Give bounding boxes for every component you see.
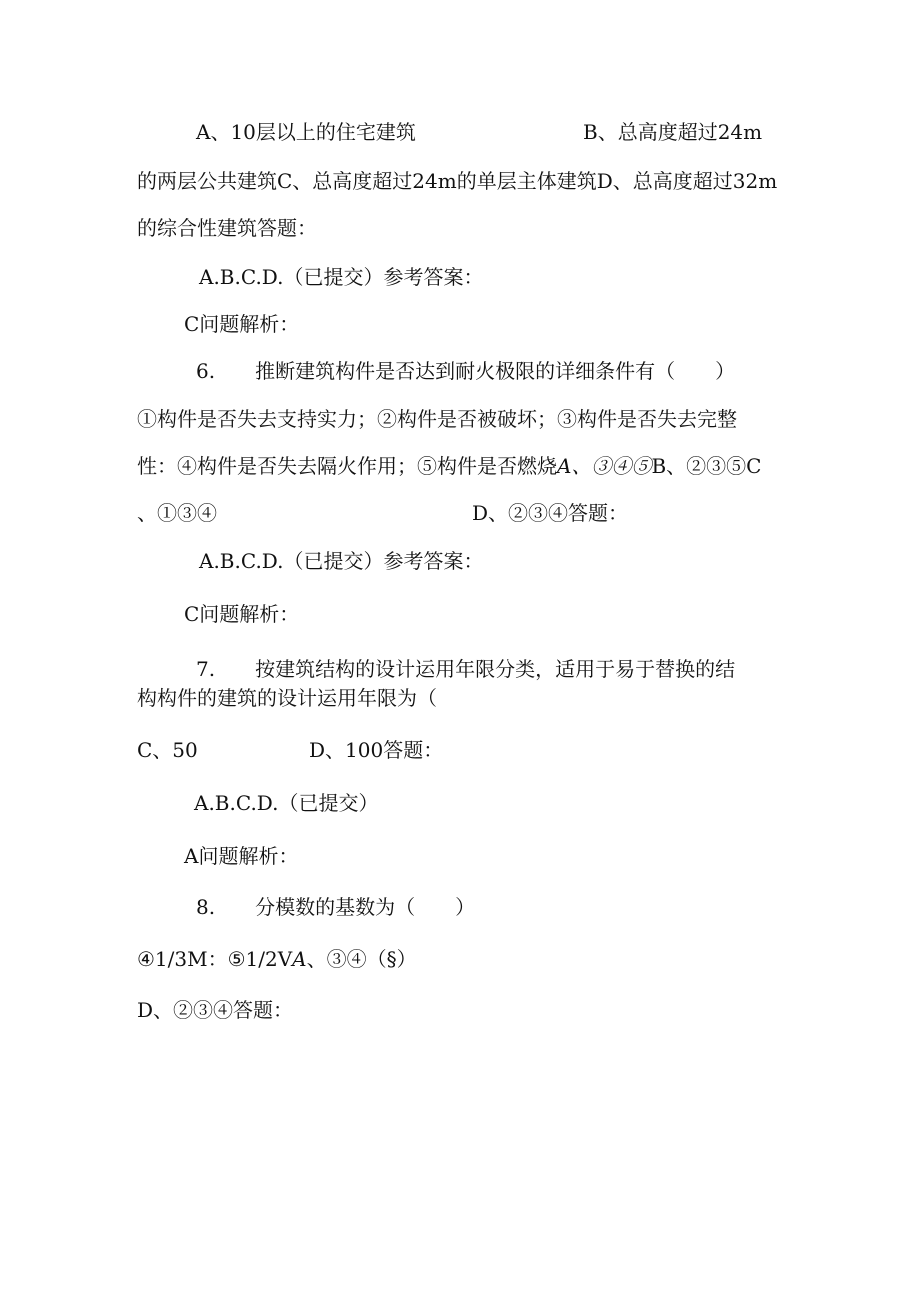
q6-option-a: A、③④⑤ — [557, 454, 652, 478]
q7-stem-end: 构构件的建筑的设计运用年限为（ — [137, 686, 437, 710]
q8-options-line — [137, 945, 417, 973]
q6-stem: 6. 推断建筑构件是否达到耐火极限的详细条件有（ ） — [196, 359, 736, 383]
q6-conditions-line: ①构件是否失去支持实力；②构件是否被破坏；③构件是否失去完整 — [137, 407, 737, 431]
q5-answer-line: A.B.C.D.（已提交）参考答案： — [199, 265, 484, 289]
q8-options-text: ④1/3M：⑤1/2V — [137, 947, 293, 971]
q5-option-b: B、总高度超过24m — [583, 120, 763, 144]
q5-options-line: 的两层公共建筑C、总高度超过24m的单层主体建筑D、总高度超过32m — [137, 169, 778, 193]
q5-option-a: A、10层以上的住宅建筑 — [196, 120, 416, 144]
q7-option-d: D、100答题： — [309, 738, 444, 762]
q6-condition-text: 性：④构件是否失去隔火作用；⑤构件是否燃烧 — [137, 454, 557, 478]
q8-options-rest: 、③④（§） — [306, 947, 417, 971]
q8-option-d: D、②③④答题： — [137, 998, 294, 1022]
q8-option-a: A — [292, 947, 307, 971]
q6-option-b: B、②③⑤C — [651, 454, 762, 478]
q6-analysis: C问题解析： — [184, 602, 300, 626]
q5-options-end: 的综合性建筑答题： — [137, 216, 317, 240]
q7-analysis: A问题解析： — [184, 844, 299, 868]
q8-stem: 8. 分模数的基数为（ ） — [196, 895, 476, 919]
q5-analysis: C问题解析： — [184, 312, 300, 336]
q6-option-c: 、①③④ — [137, 501, 217, 525]
q6-answer-line: A.B.C.D.（已提交）参考答案： — [199, 549, 484, 573]
q7-stem: 7. 按建筑结构的设计运用年限分类，适用于易于替换的结 — [196, 657, 736, 681]
q6-option-d: D、②③④答题： — [472, 501, 629, 525]
q7-option-c: C、50 — [137, 738, 198, 762]
q7-answer-line: A.B.C.D.（已提交） — [194, 791, 379, 815]
q6-conditions-end — [137, 452, 761, 480]
